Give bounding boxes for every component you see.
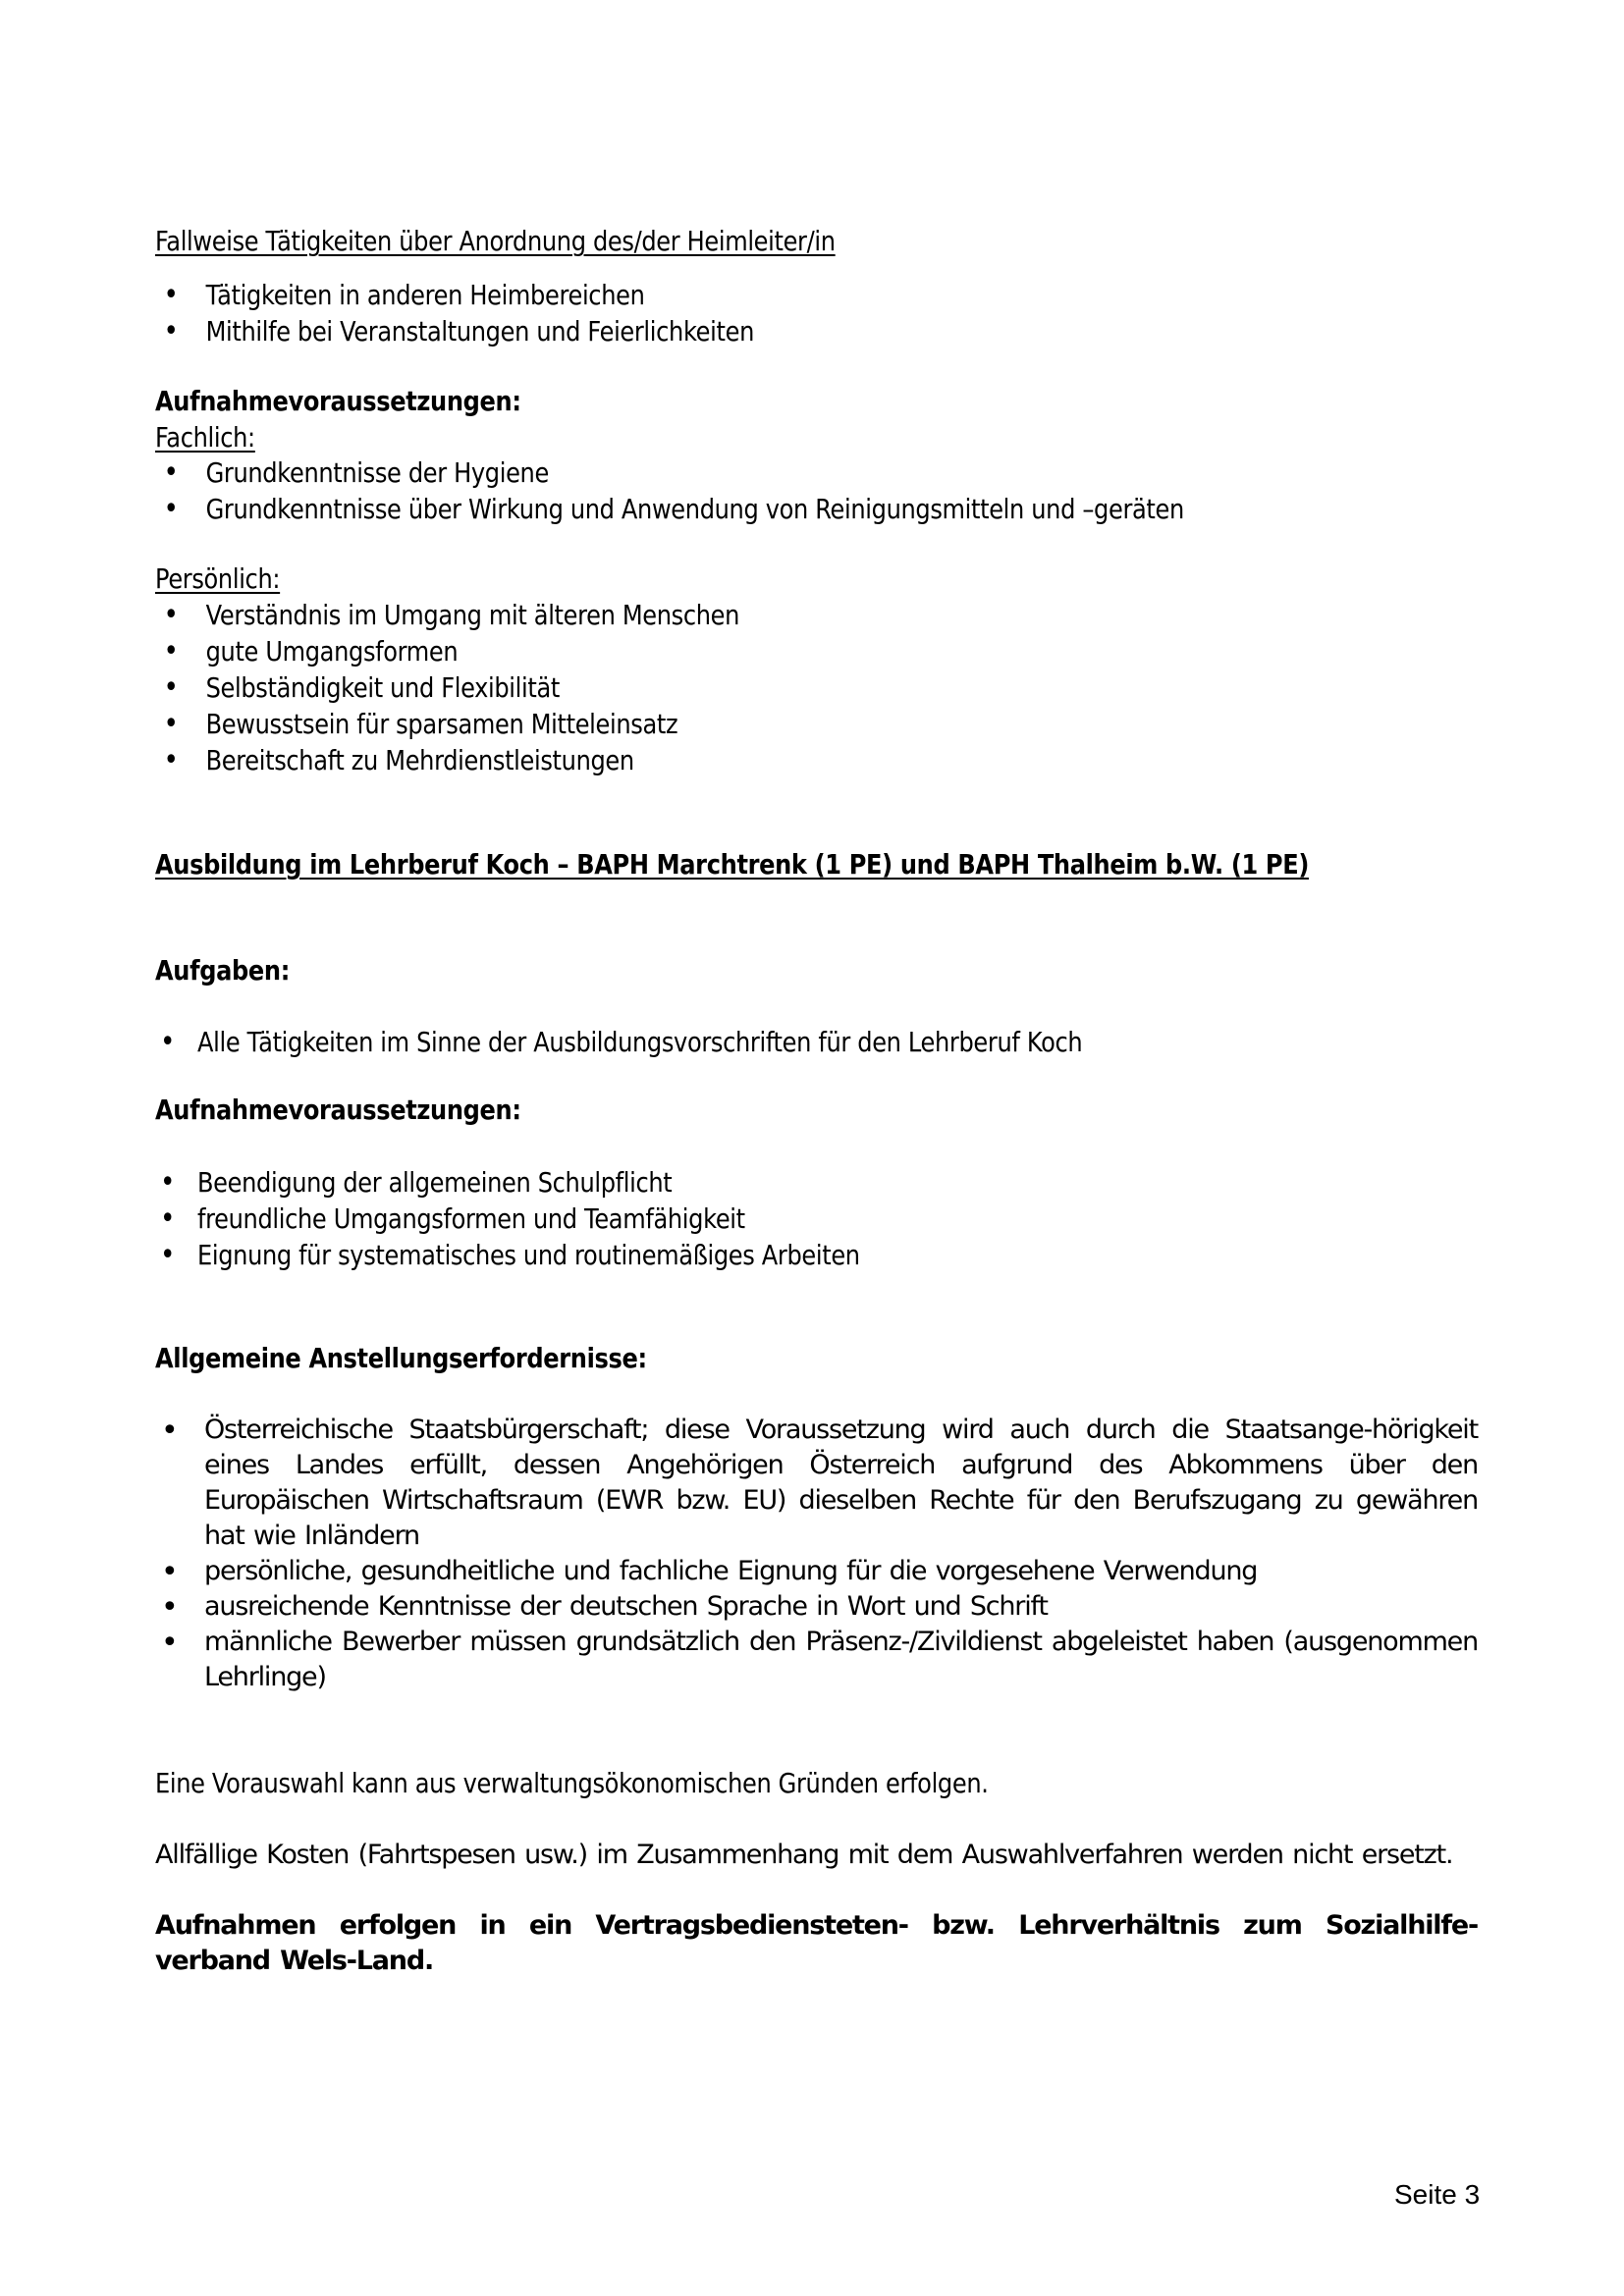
- bullet-icon: •: [163, 278, 179, 312]
- list-item: • Grundkenntnisse über Wirkung und Anwendung von Reinigungsmitteln und –geräten: [163, 492, 1184, 526]
- page-number: Seite 3: [1394, 2179, 1481, 2210]
- persoenlich-label: Persönlich:: [155, 562, 281, 595]
- section-heading-occasional-tasks: Fallweise Tätigkeiten über Anordnung des/der Heimleiter/in: [155, 225, 836, 257]
- list-item: • freundliche Umgangsformen und Teamfähigkeit: [160, 1201, 745, 1236]
- list-item: • persönliche, gesundheitliche und fachliche Eignung für die vorgesehene Verwendung: [161, 1555, 1258, 1589]
- tasks-list: [155, 1024, 1478, 1060]
- occasional-tasks-list: [155, 277, 1478, 349]
- apprenticeship-requirements-list: [155, 1164, 1478, 1273]
- list-item: • Österreichische Staatsbürgerschaft; diese Voraussetzung wird auch durch die Staatsange-hörigkeit eines Landes erfüllt, dessen Angehörigen Österreich aufgrund des Abkommens über den Europäischen Wirtschaftsraum (EWR bzw. EU) dieselben Rechte für den Berufszugang zu gewähren hat wie Inländern: [161, 1414, 1478, 1551]
- employment-note: Aufnahmen erfolgen in ein Vertragsbediensteten- bzw. Lehrverhältnis zum Sozialhilfe-verband Wels-Land.: [155, 1910, 1478, 1976]
- apprenticeship-title: Ausbildung im Lehrberuf Koch – BAPH Marchtrenk (1 PE) und BAPH Thalheim b.W. (1 PE): [155, 848, 1310, 881]
- bullet-icon: •: [160, 1165, 176, 1200]
- list-item: • Bereitschaft zu Mehrdienstleistungen: [163, 743, 634, 777]
- bullet-icon: •: [163, 314, 179, 348]
- list-item: • Tätigkeiten in anderen Heimbereichen: [163, 278, 645, 312]
- bullet-icon: •: [161, 1555, 178, 1589]
- bullet-icon: •: [163, 455, 179, 490]
- list-item: • gute Umgangsformen: [163, 634, 459, 668]
- list-item: • Eignung für systematisches und routinemäßiges Arbeiten: [160, 1238, 860, 1272]
- bullet-icon: •: [163, 492, 179, 526]
- bullet-icon: •: [161, 1626, 178, 1660]
- bullet-icon: •: [161, 1414, 178, 1448]
- bullet-icon: •: [163, 670, 179, 705]
- general-requirements-list: [155, 1413, 1478, 1695]
- fachlich-list: [155, 454, 1478, 527]
- list-item: • Bewusstsein für sparsamen Mitteleinsatz: [163, 707, 678, 741]
- bullet-icon: •: [160, 1238, 176, 1272]
- general-requirements-heading: Allgemeine Anstellungserfordernisse:: [155, 1342, 647, 1374]
- bullet-icon: •: [161, 1590, 178, 1625]
- list-item: • Alle Tätigkeiten im Sinne der Ausbildungsvorschriften für den Lehrberuf Koch: [160, 1025, 1083, 1059]
- list-item: • Mithilfe bei Veranstaltungen und Feierlichkeiten: [163, 314, 754, 348]
- bullet-icon: •: [163, 743, 179, 777]
- list-item: • Verständnis im Umgang mit älteren Menschen: [163, 598, 740, 632]
- bullet-icon: •: [163, 707, 179, 741]
- list-item: • Selbständigkeit und Flexibilität: [163, 670, 560, 705]
- bullet-icon: •: [160, 1201, 176, 1236]
- tasks-heading: Aufgaben:: [155, 954, 290, 987]
- preselection-note: Eine Vorauswahl kann aus verwaltungsökonomischen Gründen erfolgen.: [155, 1767, 989, 1799]
- costs-note: Allfällige Kosten (Fahrtspesen usw.) im Zusammenhang mit dem Auswahlverfahren werden nicht ersetzt.: [155, 1840, 1453, 1870]
- apprenticeship-requirements-heading: Aufnahmevoraussetzungen:: [155, 1094, 521, 1126]
- bullet-icon: •: [163, 634, 179, 668]
- requirements-heading: Aufnahmevoraussetzungen:: [155, 385, 521, 417]
- fachlich-label: Fachlich:: [155, 421, 255, 454]
- list-item: • ausreichende Kenntnisse der deutschen Sprache in Wort und Schrift: [161, 1590, 1048, 1625]
- list-item: • Beendigung der allgemeinen Schulpflicht: [160, 1165, 673, 1200]
- persoenlich-list: [155, 597, 1478, 778]
- bullet-icon: •: [163, 598, 179, 632]
- list-item: • männliche Bewerber müssen grundsätzlich den Präsenz-/Zivildienst abgeleistet haben (ausgenommen Lehrlinge): [161, 1626, 1478, 1692]
- bullet-icon: •: [160, 1025, 176, 1059]
- list-item: • Grundkenntnisse der Hygiene: [163, 455, 549, 490]
